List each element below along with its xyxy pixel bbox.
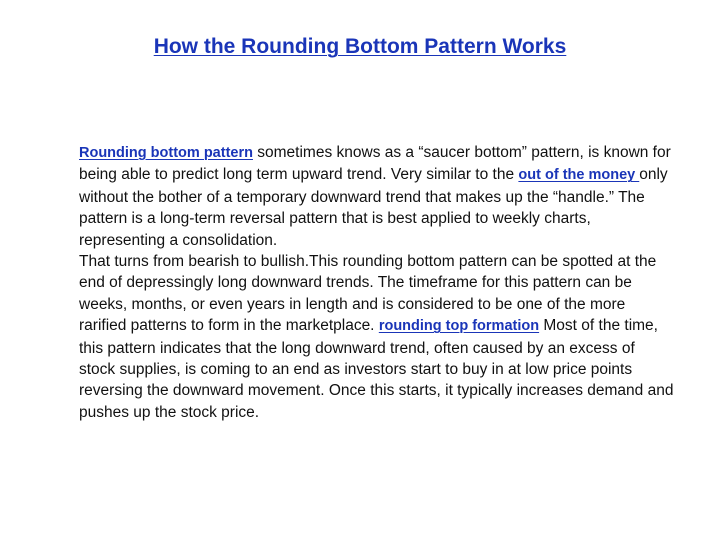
- article-body: [79, 142, 675, 423]
- paragraph-2-text-a: That turns from bearish to bullish.This rounding bottom pattern can be spotted at the end of depressingly long downward trends. The timeframe for this pattern can be weeks, months, or even years in length and is considered to be one of the more rarified patterns to form in the marketplace.: [79, 253, 657, 335]
- paragraph-2: [79, 251, 675, 423]
- rounding-bottom-pattern-link[interactable]: Rounding bottom pattern: [79, 145, 253, 161]
- paragraph-2-text-b: Most of the time, this pattern indicates that the long downward trend, often caused by an excess of stock supplies, is coming to an end as investors start to buy in at low price points reversing the downward movement. Once this starts, it typically increases demand and pushes up the stock price.: [79, 317, 674, 421]
- paragraph-1-text-a: sometimes knows as a “saucer bottom” pattern, is known for being able to predict long term upward trend. Very similar to the: [79, 144, 671, 184]
- title-link[interactable]: How the Rounding Bottom Pattern Works: [153, 35, 567, 58]
- rounding-top-formation-link[interactable]: rounding top formation: [378, 318, 540, 335]
- page-title: [0, 34, 720, 59]
- out-of-the-money-link[interactable]: out of the money: [518, 167, 640, 184]
- paragraph-1: [79, 142, 675, 251]
- paragraph-1-text-b: only without the bother of a temporary downward trend that makes up the “handle.” The pattern is a long-term reversal pattern that is best applied to weekly charts, representing a consolidation.: [79, 166, 668, 249]
